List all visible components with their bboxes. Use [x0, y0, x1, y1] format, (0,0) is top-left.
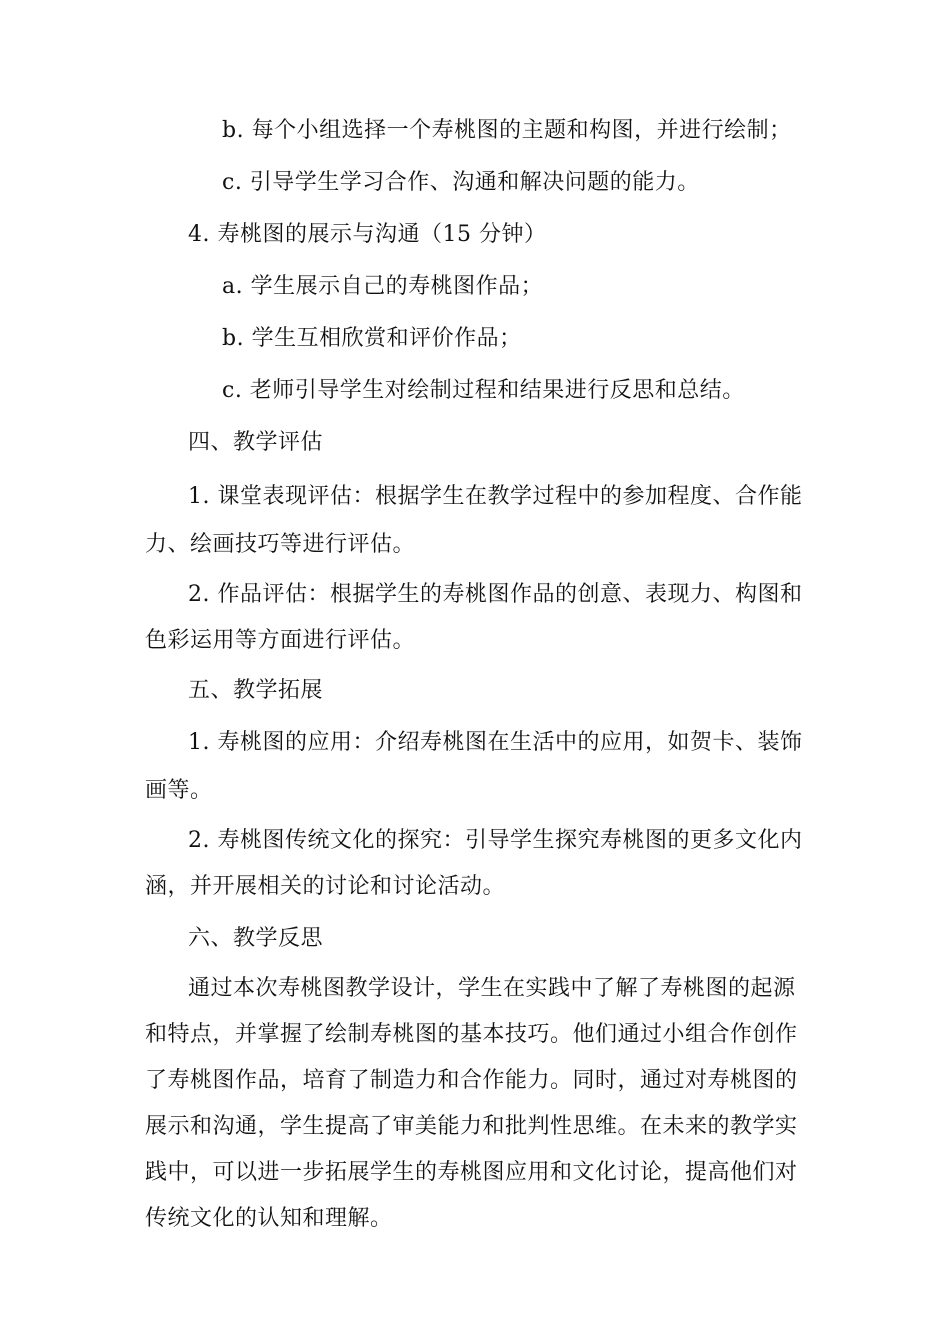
section-heading-reflection: 六、教学反思	[188, 926, 324, 951]
paragraph-reflection-line4: 展示和沟通，学生提高了审美能力和批判性思维。在未来的教学实	[145, 1114, 798, 1139]
list-item-c-cooperation: c. 引导学生学习合作、沟通和解决问题的能力。	[222, 170, 700, 195]
paragraph-classroom-eval-line1: 1. 课堂表现评估：根据学生在教学过程中的参加程度、合作能	[188, 484, 803, 509]
paragraph-classroom-eval-line2: 力、绘画技巧等进行评估。	[145, 532, 416, 557]
list-item-a-show-works: a. 学生展示自己的寿桃图作品；	[222, 274, 544, 299]
list-item-b-appreciate: b. 学生互相欣赏和评价作品；	[222, 326, 522, 351]
paragraph-work-eval-line2: 色彩运用等方面进行评估。	[145, 628, 416, 653]
paragraph-application-line2: 画等。	[145, 778, 213, 803]
paragraph-reflection-line3: 了寿桃图作品，培育了制造力和合作能力。同时，通过对寿桃图的	[145, 1068, 798, 1093]
list-item-c-reflect: c. 老师引导学生对绘制过程和结果进行反思和总结。	[222, 378, 745, 403]
paragraph-application-line1: 1. 寿桃图的应用：介绍寿桃图在生活中的应用，如贺卡、装饰	[188, 730, 803, 755]
list-item-b-group-drawing: b. 每个小组选择一个寿桃图的主题和构图，并进行绘制；	[222, 118, 792, 143]
paragraph-culture-line1: 2. 寿桃图传统文化的探究：引导学生探究寿桃图的更多文化内	[188, 828, 803, 853]
paragraph-reflection-line5: 践中，可以进一步拓展学生的寿桃图应用和文化讨论，提高他们对	[145, 1160, 798, 1185]
section-heading-evaluation: 四、教学评估	[188, 430, 324, 455]
paragraph-work-eval-line1: 2. 作品评估：根据学生的寿桃图作品的创意、表现力、构图和	[188, 582, 803, 607]
paragraph-reflection-line1: 通过本次寿桃图教学设计，学生在实践中了解了寿桃图的起源	[188, 976, 796, 1001]
paragraph-reflection-line2: 和特点，并掌握了绘制寿桃图的基本技巧。他们通过小组合作创作	[145, 1022, 798, 1047]
paragraph-reflection-line6: 传统文化的认知和理解。	[145, 1206, 393, 1231]
paragraph-culture-line2: 涵，并开展相关的讨论和讨论活动。	[145, 874, 506, 899]
step-4-heading: 4. 寿桃图的展示与沟通（15 分钟）	[188, 222, 547, 247]
section-heading-extension: 五、教学拓展	[188, 678, 324, 703]
